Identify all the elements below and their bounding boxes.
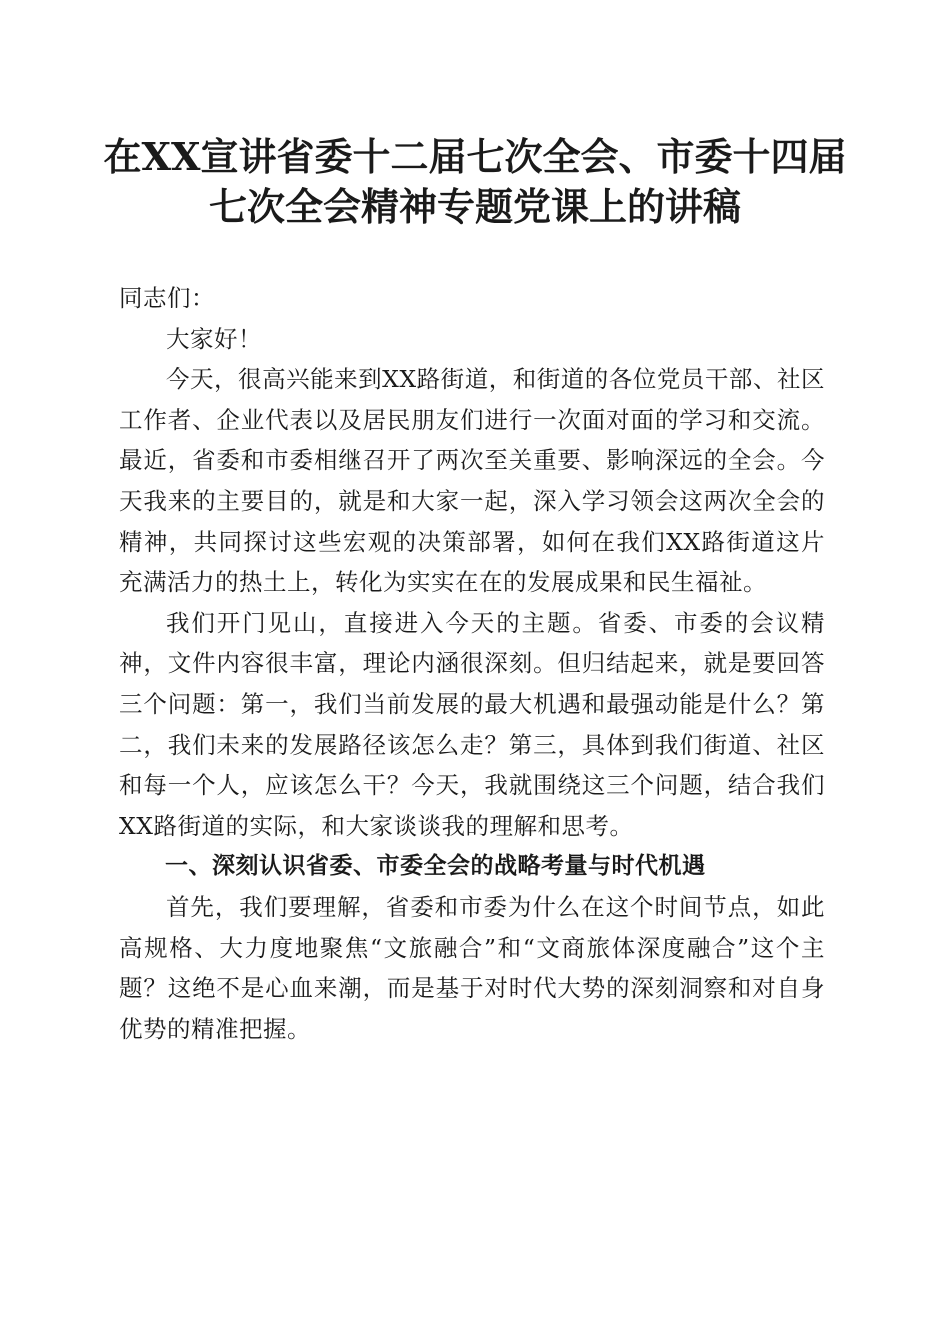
body-paragraph-2: 我们开门见山，直接进入今天的主题。省委、市委的会议精神，文件内容很丰富，理论内涵很深刻。但归结起来，就是要回答三个问题：第一，我们当前发展的最大机遇和最强动能是什么？第二，我们未来的发展路径该怎么走？第三，具体到我们街道、社区和每一个人，应该怎么干？今天，我就围绕这三个问题，结合我们XX路街道的实际，和大家谈谈我的理解和思考。 [119,608,825,840]
body-paragraph-1: 今天，很高兴能来到XX路街道，和街道的各位党员干部、社区工作者、企业代表以及居民朋友们进行一次面对面的学习和交流。最近，省委和市委相继召开了两次至关重要、影响深远的全会。今天我来的主要目的，就是和大家一起，深入学习领会这两次全会的精神，共同探讨这些宏观的决策部署，如何在我们XX路街道这片充满活力的热土上，转化为实实在在的发展成果和民生福祉。 [119,365,825,597]
salutation: 同志们： [119,284,215,312]
title-line-2: 七次全会精神专题党课上的讲稿 [208,184,741,229]
title-line-1: 在XX宣讲省委十二届七次全会、市委十四届 [103,134,847,179]
section-heading-1: 一、深刻认识省委、市委全会的战略考量与时代机遇 [165,853,706,880]
greeting: 大家好！ [166,324,262,353]
document-title [100,132,850,232]
section-1-paragraph-1: 首先，我们要理解，省委和市委为什么在这个时间节点，如此高规格、大力度地聚焦“文旅融合”和“文商旅体深度融合”这个主题？这绝不是心血来潮，而是基于对时代大势的深刻洞察和对自身优势的精准把握。 [119,892,825,1043]
document-body [119,278,825,1049]
